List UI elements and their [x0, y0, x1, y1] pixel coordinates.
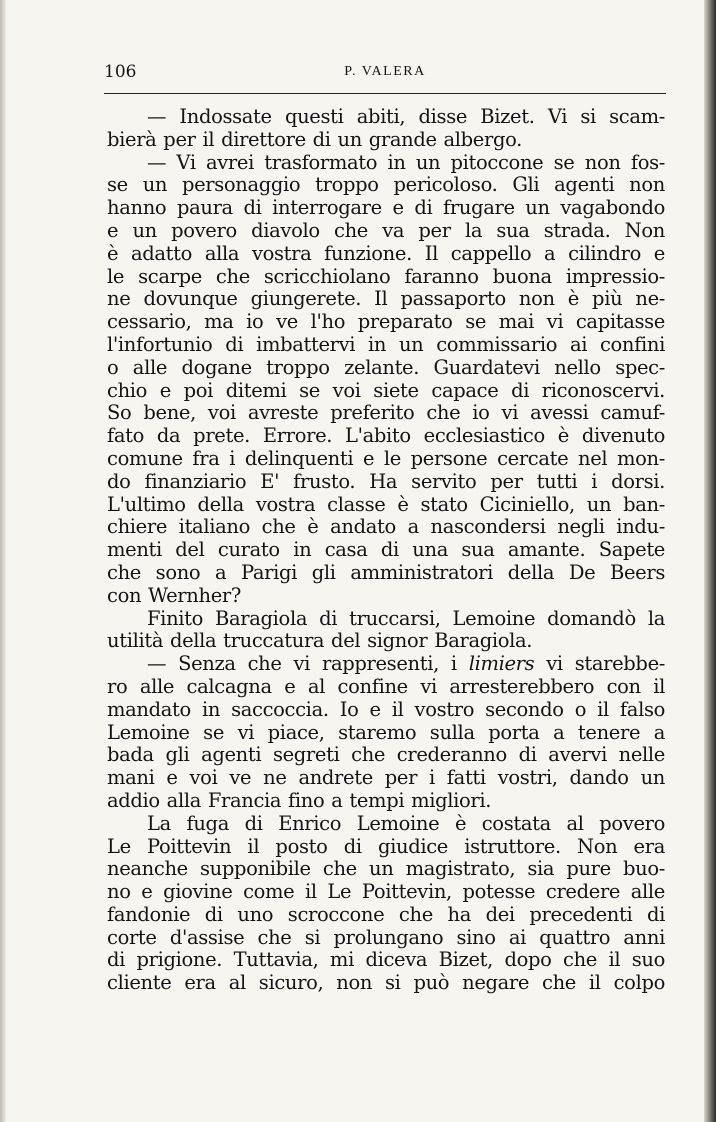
text-line: o alle dogane troppo zelante. Guardatevi nello spec- — [107, 355, 665, 379]
text-line: se un personaggio troppo pericoloso. Gli agenti non — [107, 173, 665, 197]
text-line: mandato in saccoccia. Io e il vostro secondo o il falso — [107, 697, 665, 721]
text-line: no e giovine come il Le Poittevin, potesse credere alle — [107, 880, 665, 904]
text-line: con Wernher? — [107, 583, 241, 607]
text-line: chiere italiano che è andato a nascondersi negli indu- — [107, 515, 665, 539]
text-line: Le Poittevin il posto di giudice istruttore. Non era — [107, 834, 665, 858]
text-line: — Vi avrei trasformato in un pitoccone se non fos- — [147, 150, 665, 174]
text-line: le scarpe che scricchiolano faranno buona impressio- — [107, 264, 665, 288]
paragraph — [107, 813, 665, 995]
text-line: L'ultimo della vostra classe è stato Ciciniello, un ban- — [107, 492, 665, 516]
text-line: bada gli agenti segreti che crederanno di avervi nelle — [107, 743, 665, 767]
page-number: 106 — [104, 62, 137, 82]
text-line: che sono a Parigi gli amministratori della De Beers — [107, 560, 665, 584]
header-rule — [104, 93, 666, 94]
text-line: corte d'assise che si prolungano sino ai quattro anni — [107, 925, 665, 949]
text-line: hanno paura di interrogare e di frugare un vagabondo — [107, 196, 665, 220]
text-line: — Indossate questi abiti, disse Bizet. Vi si scam- — [147, 105, 665, 128]
text-line: mani e voi ve ne andrete per i fatti vostri, dando un — [107, 766, 665, 790]
text-line: comune fra i delinquenti e le persone cercate nel mon- — [107, 446, 665, 470]
text-line: addio alla Francia fino a tempi migliori. — [107, 788, 492, 812]
text-line: fato da prete. Errore. L'abito ecclesiastico è divenuto — [107, 424, 665, 448]
paragraph — [107, 106, 665, 152]
text-line: e un povero diavolo che va per la sua strada. Non — [107, 218, 665, 242]
text-line: chio e poi ditemi se voi siete capace di riconoscervi. — [107, 378, 665, 402]
paragraph — [107, 608, 665, 654]
text-line: ro alle calcagna e al confine vi arresterebbero con il — [107, 674, 665, 698]
page-right-edge-shadow — [704, 0, 716, 1122]
text-line: cliente era al sicuro, non si può negare che il colpo — [107, 971, 665, 995]
text-line: cessario, ma io ve l'ho preparato se mai vi capitasse — [107, 310, 665, 334]
text-line: Lemoine se vi piace, staremo sulla porta a tenere a — [107, 720, 665, 744]
paragraph — [107, 152, 665, 608]
text-line: ne dovunque giungerete. Il passaporto non è più ne- — [107, 287, 665, 311]
page-header — [104, 62, 666, 88]
paragraph — [107, 653, 665, 813]
text-line: So bene, voi avreste preferito che io vi avessi camuf- — [107, 401, 665, 425]
text-line: menti del curato in casa di una sua amante. Sapete — [107, 538, 665, 562]
text-line: è adatto alla vostra funzione. Il cappello a cilindro e — [107, 241, 665, 265]
text-line: utilità della truccatura del signor Baragiola. — [107, 629, 533, 653]
text-line: La fuga di Enrico Lemoine è costata al povero — [147, 811, 665, 835]
text-line: do finanziario E' frusto. Ha servito per tutti i dorsi. — [107, 469, 665, 493]
text-line: neanche supponibile che un magistrato, sia pure buo- — [107, 857, 665, 881]
text-line: di prigione. Tuttavia, mi diceva Bizet, dopo che il suo — [107, 948, 665, 972]
running-head: P. VALERA — [344, 64, 426, 79]
body-text — [107, 106, 665, 995]
text-line: Finito Baragiola di truccarsi, Lemoine domandò la — [147, 606, 665, 630]
text-line: bierà per il direttore di un grande albergo. — [107, 127, 523, 151]
italic-word: limiers — [468, 652, 535, 676]
text-line: l'infortunio di imbattervi in un commissario ai confini — [107, 332, 665, 356]
page-left-edge-shadow — [0, 0, 6, 1122]
text-line: — Senza che vi rappresenti, i limiers vi starebbe- — [147, 652, 665, 676]
text-line: fandonie di uno scroccone che ha dei precedenti di — [107, 902, 665, 926]
